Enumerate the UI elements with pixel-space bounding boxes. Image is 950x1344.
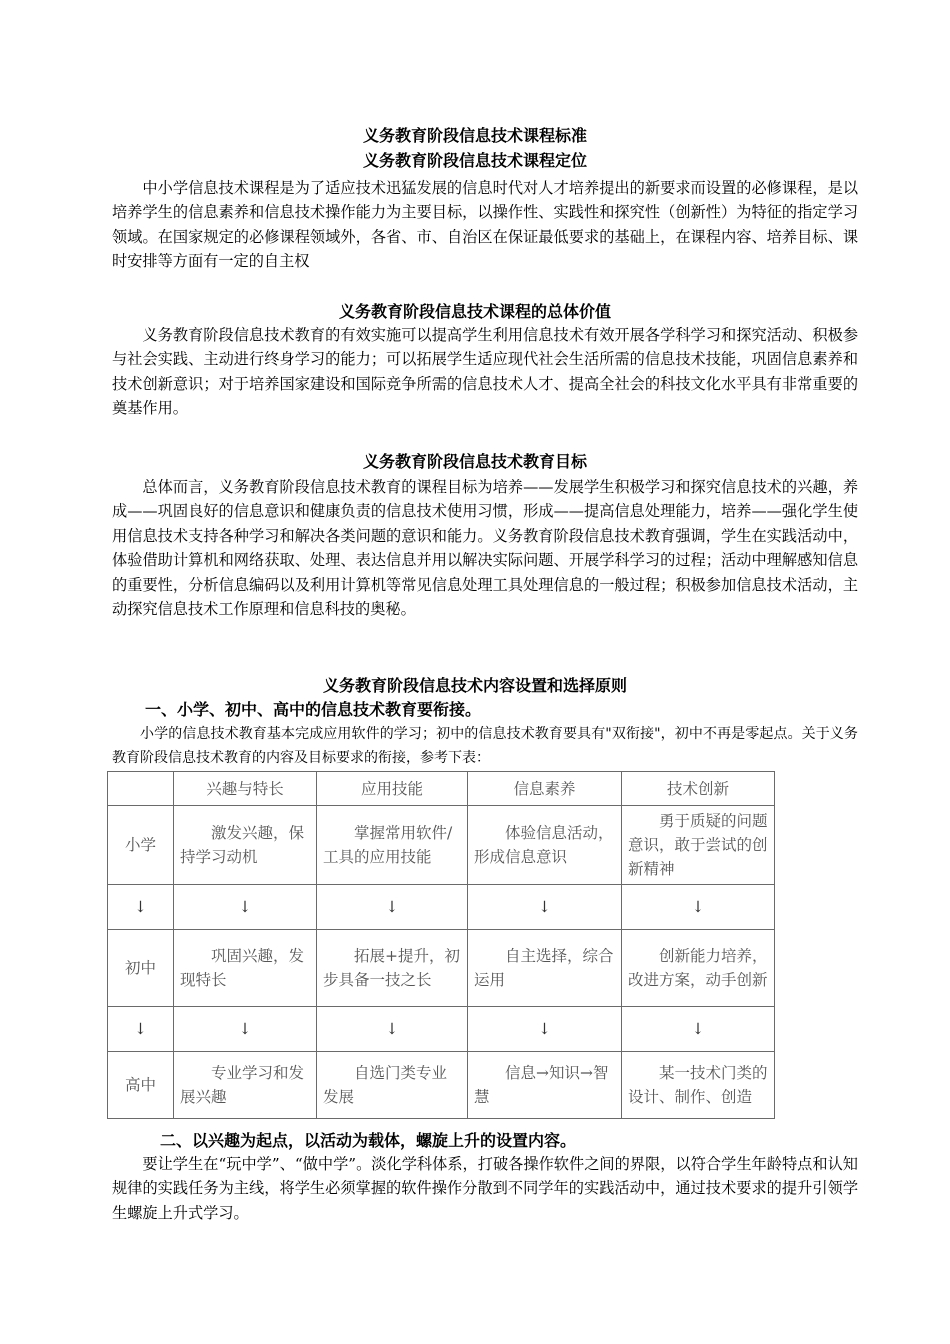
table-row-junior bbox=[108, 930, 775, 1007]
table-row-label: 高中 bbox=[108, 1052, 174, 1119]
table-cell: 体验信息活动，形成信息意识 bbox=[468, 806, 622, 885]
paragraph-value: 义务教育阶段信息技术教育的有效实施可以提高学生利用信息技术有效开展各学科学习和探究活动、积极参与社会实践、主动进行终身学习的能力；可以拓展学生适应现代社会生活所需的信息技术技能，巩固信息素养和技术创新意识；对于培养国家建设和国际竞争所需的信息技术人才、提高全社会的科技文化水平具有非常重要的奠基作用。 bbox=[112, 326, 858, 418]
section-heading-value: 义务教育阶段信息技术课程的总体价值 bbox=[338, 302, 611, 321]
table-cell: 勇于质疑的问题意识，敢于尝试的创新精神 bbox=[622, 806, 775, 885]
table-header-cell: 信息素养 bbox=[468, 772, 622, 806]
table-arrow-row bbox=[108, 885, 775, 930]
down-arrow-icon: ↓ bbox=[468, 1007, 622, 1052]
table-header-cell: 技术创新 bbox=[622, 772, 775, 806]
paragraph-principle-two: 要让学生在“玩中学”、“做中学”。淡化学科体系，打破各操作软件之间的界限，以符合学生年龄特点和认知规律的实践任务为主线，将学生必须掌握的软件操作分散到不同学年的实践活动中，通过技术要求的提升引领学生螺旋上升式学习。 bbox=[112, 1155, 858, 1222]
table-cell: 激发兴趣，保持学习动机 bbox=[174, 806, 317, 885]
section-heading-content-principles: 义务教育阶段信息技术内容设置和选择原则 bbox=[322, 676, 627, 695]
table-row-label: 初中 bbox=[108, 930, 174, 1007]
down-arrow-icon: ↓ bbox=[317, 1007, 468, 1052]
table-cell: 自主选择，综合运用 bbox=[468, 930, 622, 1007]
table-cell: 巩固兴趣，发现特长 bbox=[174, 930, 317, 1007]
table-cell: 自选门类专业发展 bbox=[317, 1052, 468, 1119]
down-arrow-icon: ↓ bbox=[174, 885, 317, 930]
section-heading-goals: 义务教育阶段信息技术教育目标 bbox=[362, 452, 587, 471]
table-row-senior bbox=[108, 1052, 775, 1119]
table-header-cell bbox=[108, 772, 174, 806]
down-arrow-icon: ↓ bbox=[622, 1007, 775, 1052]
down-arrow-icon: ↓ bbox=[317, 885, 468, 930]
curriculum-table bbox=[107, 771, 775, 1119]
down-arrow-icon: ↓ bbox=[622, 885, 775, 930]
table-cell: 信息→知识→智慧 bbox=[468, 1052, 622, 1119]
table-cell: 某一技术门类的设计、制作、创造 bbox=[622, 1052, 775, 1119]
paragraph-positioning: 中小学信息技术课程是为了适应技术迅猛发展的信息时代对人才培养提出的新要求而设置的必修课程，是以培养学生的信息素养和信息技术操作能力为主要目标，以操作性、实践性和探究性（创新性）为特征的指定学习领域。在国家规定的必修课程领域外，各省、市、自治区在保证最低要求的基础上，在课程内容、培养目标、课时安排等方面有一定的自主权 bbox=[112, 179, 858, 271]
principle-two: 二、以兴趣为起点，以活动为载体，螺旋上升的设置内容。 bbox=[160, 1131, 577, 1150]
table-row-primary bbox=[108, 806, 775, 885]
down-arrow-icon: ↓ bbox=[108, 1007, 174, 1052]
table-header-cell: 兴趣与特长 bbox=[174, 772, 317, 806]
table-cell: 掌握常用软件/工具的应用技能 bbox=[317, 806, 468, 885]
table-cell: 拓展+提升，初步具备一技之长 bbox=[317, 930, 468, 1007]
down-arrow-icon: ↓ bbox=[174, 1007, 317, 1052]
table-cell: 专业学习和发展兴趣 bbox=[174, 1052, 317, 1119]
table-arrow-row bbox=[108, 1007, 775, 1052]
table-cell: 创新能力培养，改进方案，动手创新 bbox=[622, 930, 775, 1007]
table-header-cell: 应用技能 bbox=[317, 772, 468, 806]
section-heading-positioning: 义务教育阶段信息技术课程定位 bbox=[362, 151, 587, 170]
paragraph-goals: 总体而言，义务教育阶段信息技术教育的课程目标为培养——发展学生积极学习和探究信息技术的兴趣，养成——巩固良好的信息意识和健康负责的信息技术使用习惯，形成——提高信息处理能力，培养——强化学生使用信息技术支持各种学习和解决各类问题的意识和能力。义务教育阶段信息技术教育强调，学生在实践活动中，体验借助计算机和网络获取、处理、表达信息并用以解决实际问题、开展学科学习的过程；活动中理解感知信息的重要性，分析信息编码以及利用计算机等常见信息处理工具处理信息的一般过程；积极参加信息技术活动，主动探究信息技术工作原理和信息科技的奥秘。 bbox=[112, 478, 858, 619]
down-arrow-icon: ↓ bbox=[108, 885, 174, 930]
document-title: 义务教育阶段信息技术课程标准 bbox=[362, 126, 587, 145]
down-arrow-icon: ↓ bbox=[468, 885, 622, 930]
paragraph-principle-one: 小学的信息技术教育基本完成应用软件的学习；初中的信息技术教育要具有"双衔接"，初中不再是零起点。关于义务教育阶段信息技术教育的内容及目标要求的衔接，参考下表： bbox=[112, 726, 858, 766]
table-header-row bbox=[108, 772, 775, 806]
principle-one: 一、小学、初中、高中的信息技术教育要衔接。 bbox=[145, 700, 482, 719]
table-row-label: 小学 bbox=[108, 806, 174, 885]
